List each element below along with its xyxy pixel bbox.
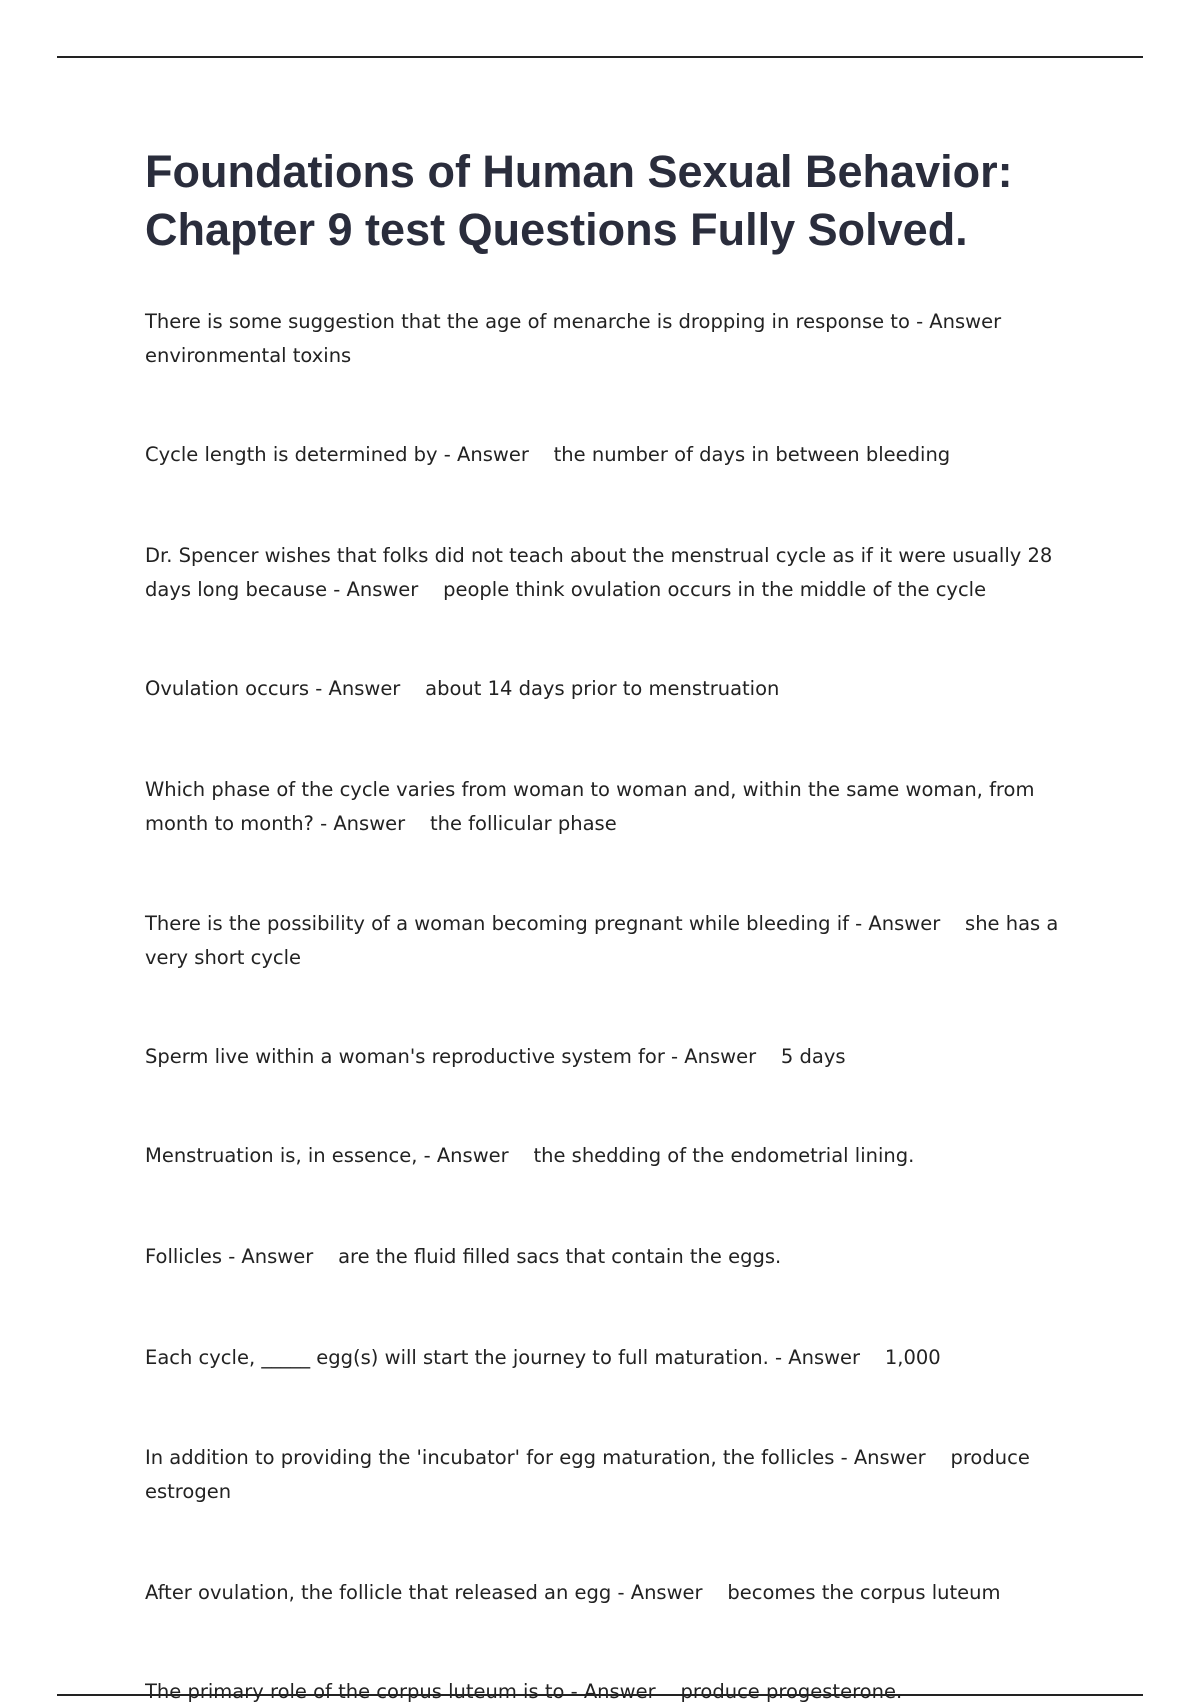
answer-text: 1,000 bbox=[884, 1346, 941, 1369]
qa-item-2 bbox=[145, 438, 1075, 472]
question-text: In addition to providing the 'incubator' for egg maturation, the follicles - Answer bbox=[145, 1446, 926, 1469]
question-text: There is the possibility of a woman becoming pregnant while bleeding if - Answer bbox=[145, 912, 941, 935]
qa-item-11 bbox=[145, 1441, 1075, 1509]
answer-text: becomes the corpus luteum bbox=[727, 1581, 1001, 1604]
answer-text: she has a very short cycle bbox=[145, 912, 1059, 969]
question-text: After ovulation, the follicle that released an egg - Answer bbox=[145, 1581, 703, 1604]
qa-item-12 bbox=[145, 1576, 1075, 1610]
answer-text: people think ovulation occurs in the middle of the cycle bbox=[443, 578, 987, 601]
question-text: Each cycle, _____ egg(s) will start the journey to full maturation. - Answer bbox=[145, 1346, 861, 1369]
question-text: Follicles - Answer bbox=[145, 1245, 314, 1268]
qa-item-4 bbox=[145, 672, 1075, 706]
qa-item-3 bbox=[145, 539, 1075, 607]
qa-item-8 bbox=[145, 1139, 1075, 1173]
qa-item-6 bbox=[145, 907, 1075, 975]
answer-text: produce progesterone. bbox=[680, 1680, 903, 1703]
answer-text: the shedding of the endometrial lining. bbox=[533, 1144, 915, 1167]
answer-text: 5 days bbox=[780, 1045, 846, 1068]
top-divider bbox=[57, 56, 1143, 58]
answer-text: are the fluid filled sacs that contain the eggs. bbox=[338, 1245, 782, 1268]
question-text: Cycle length is determined by - Answer bbox=[145, 443, 529, 466]
answer-text: the number of days in between bleeding bbox=[553, 443, 951, 466]
qa-item-13 bbox=[145, 1675, 1075, 1707]
question-text: Menstruation is, in essence, - Answer bbox=[145, 1144, 509, 1167]
qa-item-5 bbox=[145, 773, 1075, 841]
answer-text: the follicular phase bbox=[429, 812, 617, 835]
qa-item-1 bbox=[145, 305, 1075, 373]
bottom-divider bbox=[57, 1694, 1143, 1696]
answer-text: about 14 days prior to menstruation bbox=[425, 677, 780, 700]
qa-item-9 bbox=[145, 1240, 1075, 1274]
question-text: Dr. Spencer wishes that folks did not teach about the menstrual cycle as if it were usually 28 days long because - Answer bbox=[145, 544, 1053, 601]
answer-text: environmental toxins bbox=[145, 344, 352, 367]
qa-item-7 bbox=[145, 1040, 1075, 1074]
question-text: Which phase of the cycle varies from woman to woman and, within the same woman, from month to month? - Answer bbox=[145, 778, 1035, 835]
qa-item-10 bbox=[145, 1341, 1075, 1375]
question-text: Sperm live within a woman's reproductive system for - Answer bbox=[145, 1045, 757, 1068]
page-title: Foundations of Human Sexual Behavior: Chapter 9 test Questions Fully Solved. bbox=[145, 146, 1013, 255]
question-text: There is some suggestion that the age of menarche is dropping in response to - Answer bbox=[145, 310, 1002, 333]
question-text: Ovulation occurs - Answer bbox=[145, 677, 401, 700]
answer-text: produce estrogen bbox=[145, 1446, 1030, 1503]
question-text: The primary role of the corpus luteum is to - Answer bbox=[145, 1680, 656, 1703]
